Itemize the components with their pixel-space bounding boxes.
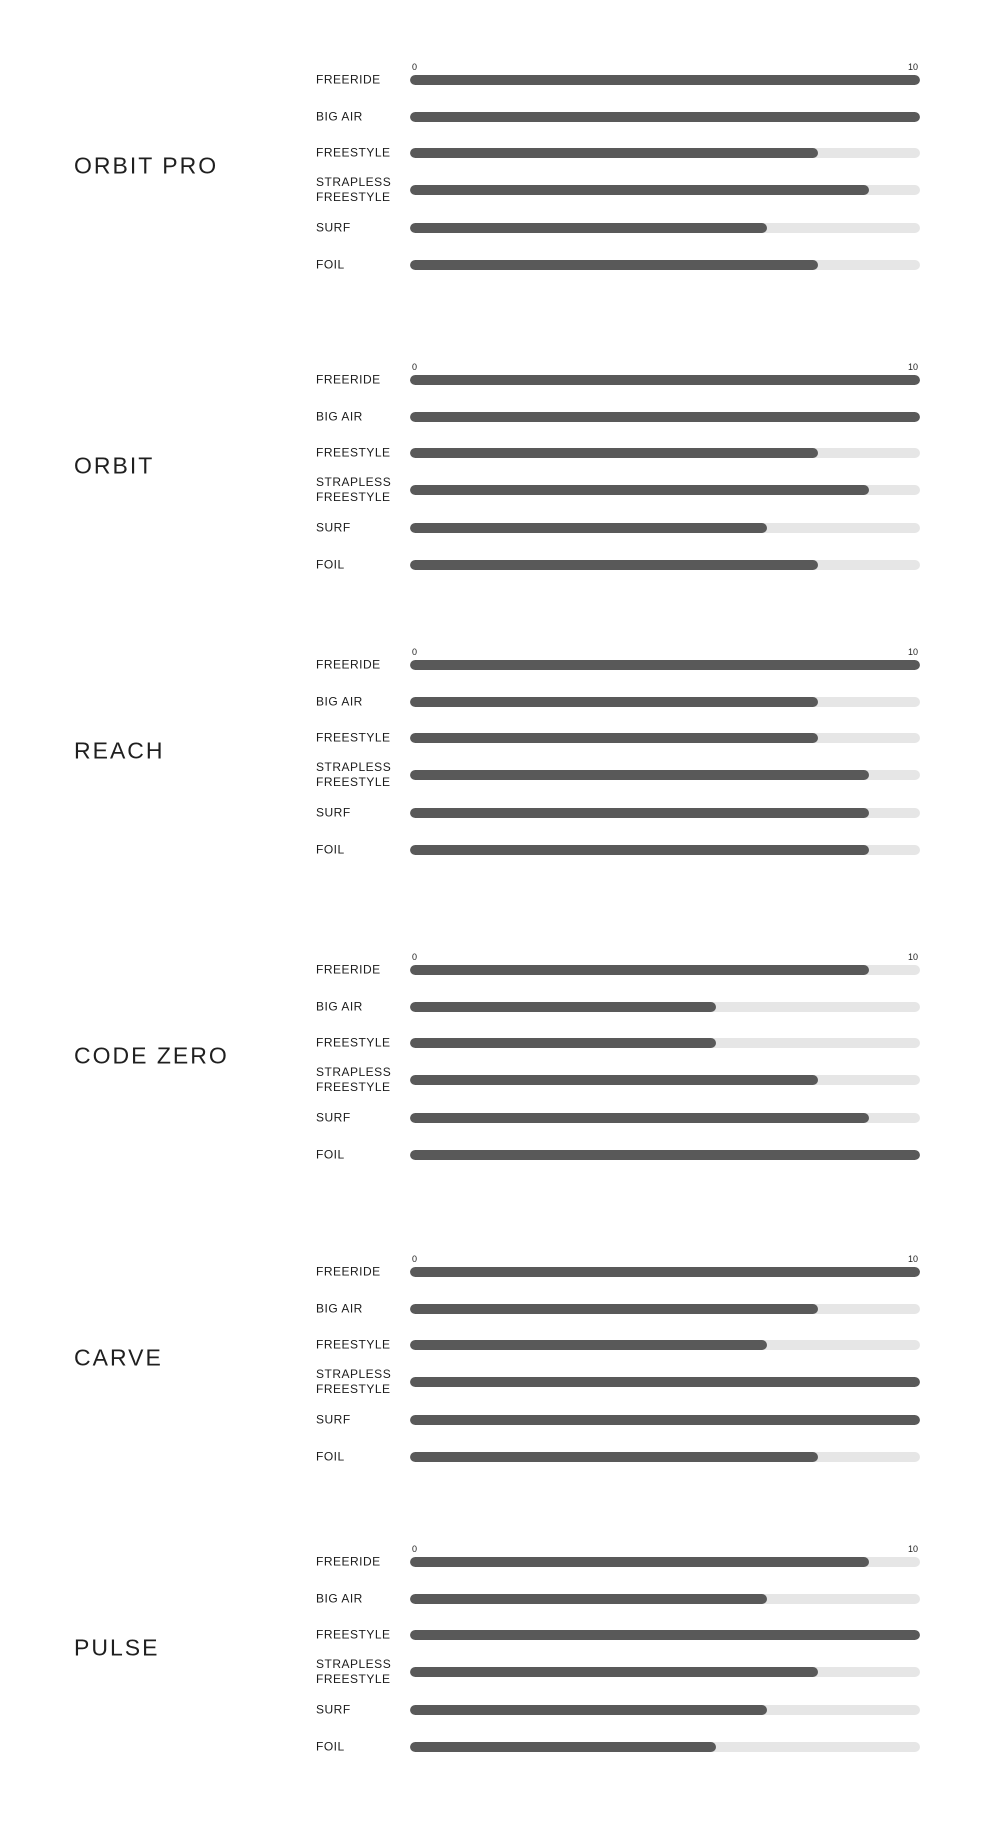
rating-track: [410, 770, 920, 780]
board-chart: [0, 362, 990, 592]
rating-track: [410, 560, 920, 570]
rating-track: [410, 1038, 920, 1048]
category-label: STRAPLESS FREESTYLE: [316, 760, 392, 789]
rating-bar: [410, 1038, 716, 1048]
category-label: SURF: [316, 1412, 351, 1427]
category-label: FREESTYLE: [316, 1035, 391, 1050]
board-chart: [0, 952, 990, 1182]
rating-track: [410, 185, 920, 195]
scale-min-label: 0: [412, 1544, 418, 1554]
scale-max-label: 10: [908, 952, 919, 962]
rating-bar: [410, 148, 818, 158]
rating-track: [410, 148, 920, 158]
rating-track: [410, 1304, 920, 1314]
rating-track: [410, 523, 920, 533]
rating-bar: [410, 1415, 920, 1425]
rating-bar: [410, 1705, 767, 1715]
rating-bar: [410, 1340, 767, 1350]
rating-bar: [410, 1267, 920, 1277]
category-label: FREERIDE: [316, 962, 381, 977]
board-name: PULSE: [74, 1634, 160, 1661]
rating-track: [410, 1630, 920, 1640]
rating-bar: [410, 375, 920, 385]
category-label: SURF: [316, 220, 351, 235]
rating-bar: [410, 808, 869, 818]
category-label: FOIL: [316, 1739, 345, 1754]
rating-track: [410, 448, 920, 458]
rating-track: [410, 1340, 920, 1350]
rating-track: [410, 660, 920, 670]
board-name: ORBIT PRO: [74, 152, 219, 179]
rating-bar: [410, 845, 869, 855]
rating-track: [410, 1002, 920, 1012]
rating-track: [410, 1075, 920, 1085]
rating-bar: [410, 1557, 869, 1567]
rating-bar: [410, 1667, 818, 1677]
scale-min-label: 0: [412, 62, 418, 72]
category-label: STRAPLESS FREESTYLE: [316, 1065, 392, 1094]
rating-bar: [410, 770, 869, 780]
rating-track: [410, 1415, 920, 1425]
rating-track: [410, 697, 920, 707]
rating-track: [410, 75, 920, 85]
scale-max-label: 10: [908, 1544, 919, 1554]
scale-max-label: 10: [908, 62, 919, 72]
category-label: FREESTYLE: [316, 1337, 391, 1352]
board-chart: [0, 62, 990, 292]
category-label: BIG AIR: [316, 109, 363, 124]
category-label: BIG AIR: [316, 1301, 363, 1316]
board-chart: [0, 1544, 990, 1774]
rating-bar: [410, 185, 869, 195]
category-label: FOIL: [316, 1147, 345, 1162]
category-label: FOIL: [316, 557, 345, 572]
category-label: FOIL: [316, 842, 345, 857]
board-name: ORBIT: [74, 452, 155, 479]
scale-min-label: 0: [412, 647, 418, 657]
category-label: BIG AIR: [316, 999, 363, 1014]
rating-bar: [410, 448, 818, 458]
rating-bar: [410, 560, 818, 570]
rating-bar: [410, 485, 869, 495]
rating-bar: [410, 1002, 716, 1012]
category-label: BIG AIR: [316, 1591, 363, 1606]
category-label: FREESTYLE: [316, 145, 391, 160]
category-label: FREERIDE: [316, 1264, 381, 1279]
rating-bar: [410, 733, 818, 743]
category-label: SURF: [316, 1702, 351, 1717]
category-label: SURF: [316, 805, 351, 820]
rating-bar: [410, 660, 920, 670]
category-label: BIG AIR: [316, 694, 363, 709]
rating-track: [410, 845, 920, 855]
rating-track: [410, 412, 920, 422]
rating-bar: [410, 965, 869, 975]
board-name: CODE ZERO: [74, 1042, 229, 1069]
board-chart: [0, 1254, 990, 1484]
category-label: BIG AIR: [316, 409, 363, 424]
rating-track: [410, 1742, 920, 1752]
rating-bar: [410, 112, 920, 122]
rating-bar: [410, 1742, 716, 1752]
rating-bar: [410, 1594, 767, 1604]
rating-track: [410, 1377, 920, 1387]
rating-bar: [410, 1630, 920, 1640]
scale-min-label: 0: [412, 362, 418, 372]
rating-bar: [410, 1113, 869, 1123]
scale-max-label: 10: [908, 362, 919, 372]
rating-track: [410, 485, 920, 495]
rating-bar: [410, 260, 818, 270]
rating-bar: [410, 1377, 920, 1387]
rating-track: [410, 733, 920, 743]
rating-track: [410, 965, 920, 975]
rating-bar: [410, 1075, 818, 1085]
category-label: FOIL: [316, 257, 345, 272]
scale-min-label: 0: [412, 1254, 418, 1264]
category-label: FREERIDE: [316, 372, 381, 387]
scale-min-label: 0: [412, 952, 418, 962]
category-label: STRAPLESS FREESTYLE: [316, 475, 392, 504]
rating-track: [410, 223, 920, 233]
board-chart: [0, 647, 990, 877]
rating-bar: [410, 523, 767, 533]
category-label: STRAPLESS FREESTYLE: [316, 175, 392, 204]
rating-bar: [410, 1150, 920, 1160]
category-label: STRAPLESS FREESTYLE: [316, 1367, 392, 1396]
category-label: FOIL: [316, 1449, 345, 1464]
rating-track: [410, 375, 920, 385]
rating-track: [410, 808, 920, 818]
rating-bar: [410, 412, 920, 422]
rating-track: [410, 1594, 920, 1604]
rating-track: [410, 1150, 920, 1160]
rating-bar: [410, 697, 818, 707]
rating-track: [410, 112, 920, 122]
category-label: FREERIDE: [316, 1554, 381, 1569]
rating-bar: [410, 1304, 818, 1314]
category-label: SURF: [316, 1110, 351, 1125]
rating-track: [410, 260, 920, 270]
category-label: STRAPLESS FREESTYLE: [316, 1657, 392, 1686]
board-name: REACH: [74, 737, 165, 764]
category-label: FREERIDE: [316, 72, 381, 87]
scale-max-label: 10: [908, 647, 919, 657]
rating-track: [410, 1667, 920, 1677]
board-name: CARVE: [74, 1344, 163, 1371]
rating-bar: [410, 223, 767, 233]
rating-track: [410, 1705, 920, 1715]
category-label: FREESTYLE: [316, 730, 391, 745]
rating-bar: [410, 75, 920, 85]
rating-track: [410, 1113, 920, 1123]
scale-max-label: 10: [908, 1254, 919, 1264]
category-label: FREESTYLE: [316, 445, 391, 460]
rating-track: [410, 1267, 920, 1277]
rating-bar: [410, 1452, 818, 1462]
category-label: FREESTYLE: [316, 1627, 391, 1642]
rating-track: [410, 1557, 920, 1567]
category-label: FREERIDE: [316, 657, 381, 672]
rating-track: [410, 1452, 920, 1462]
category-label: SURF: [316, 520, 351, 535]
